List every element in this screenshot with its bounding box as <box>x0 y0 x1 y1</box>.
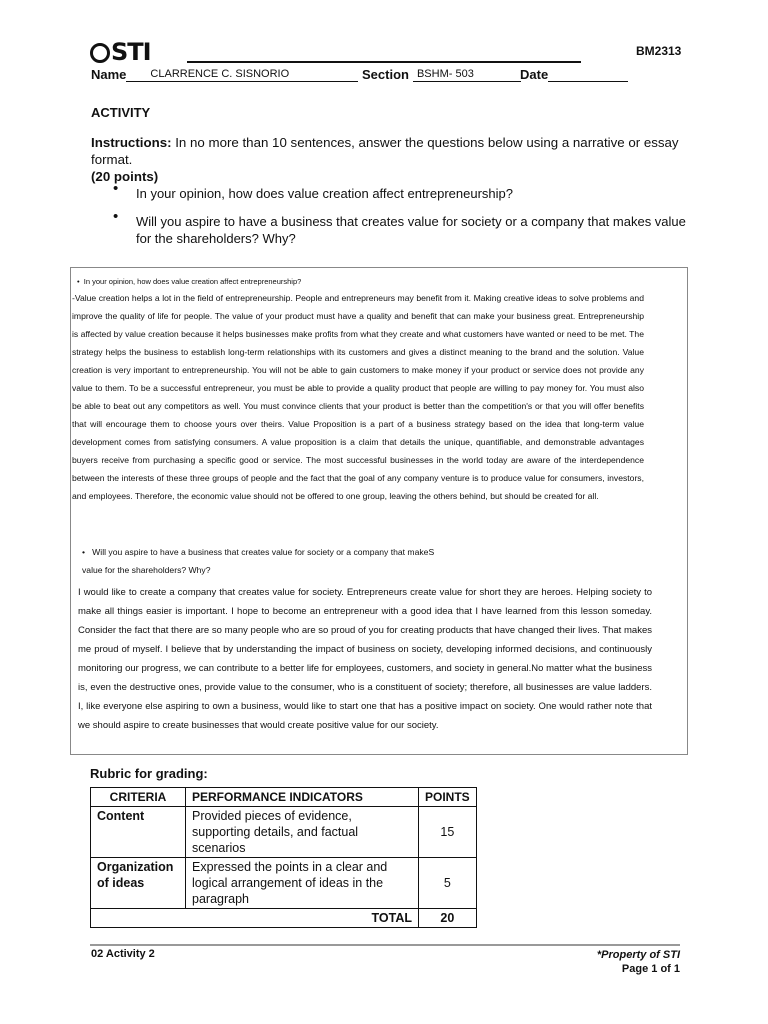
name-line[interactable] <box>126 67 358 82</box>
footer-right <box>560 948 680 976</box>
date-field <box>520 67 628 82</box>
points-cell: 15 <box>419 807 477 858</box>
table-total-row <box>91 909 477 928</box>
table-row <box>91 858 477 909</box>
total-points: 20 <box>419 909 477 928</box>
indicators-cell: Expressed the points in a clear and logical arrangement of ideas in the paragraph <box>186 858 419 909</box>
date-line[interactable] <box>548 67 628 82</box>
page-number: Page 1 of 1 <box>621 963 680 975</box>
indicators-cell: Provided pieces of evidence, supporting details, and factual scenarios <box>186 807 419 858</box>
answer-q2-body: I would like to create a company that creates value for society. Entrepreneurs create value for short they are heroes. Helping society to make all things easier is important. I hope to become an entrepreneur with a good idea that I have learned from this lesson someday. Consider the fact that there are so many people who are so proud of you for creating products that have changed their lives. That makes me proud of myself. I believe that by understanding the impact of business on society, developing informed decisions, and continuously monitoring our progress, we can contribute to a better life for employees, customers, and society in general.No matter what the business is, even the destructive ones, provide value to the consumer, who is a constituent of society; therefore, all businesses are value ladders. I, like everyone else aspiring to own a business, would like to start one that has a positive impact on society. One would rather note that we should aspire to create businesses that would create positive value for our society. <box>78 587 652 731</box>
table-header-row <box>91 788 477 807</box>
footer-left: 02 Activity 2 <box>91 948 155 960</box>
criteria-cell: Organization of ideas <box>91 858 186 909</box>
name-field <box>91 67 358 82</box>
sti-logo <box>90 38 151 66</box>
section-value: BSHM- 503 <box>416 68 474 80</box>
globe-icon <box>90 43 110 63</box>
table-row <box>91 807 477 858</box>
question-2: Will you aspire to have a business that creates value for society or a company that makes value for the shareholders? Why? <box>136 214 686 246</box>
answer-q2-heading-cont: value for the shareholders? Why? <box>82 565 211 575</box>
answer-q2-heading: • Will you aspire to have a business that creates value for society or a company that makeS <box>82 547 435 557</box>
rubric-title: Rubric for grading: <box>90 766 208 781</box>
activity-title: ACTIVITY <box>91 105 151 120</box>
criteria-cell: Content <box>91 807 186 858</box>
footer-rule <box>90 944 680 946</box>
points-label: (20 points) <box>91 169 159 184</box>
bullet-icon: • <box>77 277 84 286</box>
logo-text: STI <box>111 38 151 66</box>
section-label: Section <box>362 67 409 82</box>
instructions <box>91 134 701 185</box>
date-label: Date <box>520 67 549 82</box>
header-criteria: CRITERIA <box>91 788 186 807</box>
bullet-icon: • <box>113 180 119 197</box>
bullet-icon: • <box>82 547 93 557</box>
property-note: *Property of STI <box>596 949 680 961</box>
header-indicators: PERFORMANCE INDICATORS <box>186 788 419 807</box>
instructions-label: Instructions: <box>91 135 172 150</box>
section-line[interactable] <box>413 67 521 82</box>
question-1: In your opinion, how does value creation affect entrepreneurship? <box>136 186 514 201</box>
header-rule <box>187 61 581 63</box>
answer-q1-body: -Value creation helps a lot in the field of entrepreneurship. People and entrepreneurs may benefit from it. Making creative ideas to solve problems and improve the quality of life for people. The value of your product must have a quality and benefit that can make your business great. Entrepreneurship is affected by value creation because it helps businesses make profits from what they create and what customers have wanted or need to be met. The strategy helps the business to establish long-term relationships with its customers and gives a distinct meaning to the brand and the solution. Value creation is very important to entrepreneurship. You will not be able to gain customers to make money if your product or service does not provide any value to them. To be a successful entrepreneur, you must be able to provide a quality product that people are willing to pay money for. You must also be able to beat out any competitors as well. You must convince clients that your product is better than the competition's or that you will offer benefits that will encourage them to choose yours over theirs. Value Proposition is a part of a business strategy based on the idea that long-term value development comes from satisfying consumers. A value proposition is a claim that details the unique, quantifiable, and demonstrable advantages buyers receive from purchasing a specific good or service. The most successful businesses in the world today are aware of the interdependence between the interests of these three groups of people and the fact that the goal of any company venture is to produce value for consumers, investors, and employees. Therefore, the economic value should not be offered to one group, leaving the others behind, but should be created for all. <box>72 293 644 501</box>
header-points: POINTS <box>419 788 477 807</box>
name-value: CLARRENCE C. SISNORIO <box>150 68 290 80</box>
course-code: BM2313 <box>636 44 682 58</box>
answer-q1-heading: • In your opinion, how does value creation affect entrepreneurship? <box>77 277 302 286</box>
section-field <box>362 67 521 82</box>
points-cell: 5 <box>419 858 477 909</box>
rubric-table <box>90 787 477 928</box>
total-label: TOTAL <box>91 909 419 928</box>
bullet-icon: • <box>113 208 119 225</box>
name-label: Name <box>91 67 127 82</box>
instructions-text: In no more than 10 sentences, answer the questions below using a narrative or essay format. <box>91 135 679 167</box>
